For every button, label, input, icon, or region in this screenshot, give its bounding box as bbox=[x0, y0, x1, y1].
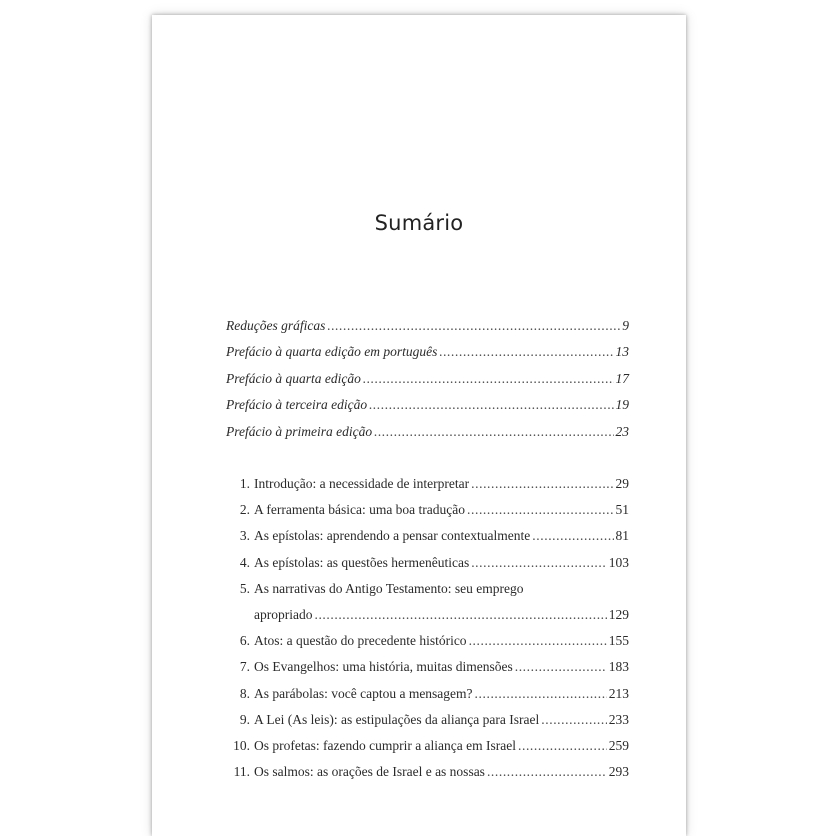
toc-entry-label: A ferramenta básica: uma boa tradução bbox=[254, 502, 466, 518]
dot-leader bbox=[469, 628, 607, 654]
toc-entry-label: Prefácio à primeira edição bbox=[226, 423, 373, 439]
toc-entry-chapter bbox=[226, 576, 629, 602]
dot-leader bbox=[314, 602, 606, 628]
toc-entry-page: 183 bbox=[608, 659, 629, 675]
toc-entry-chapter bbox=[226, 733, 629, 759]
toc-entry-front bbox=[226, 313, 629, 339]
toc-entry-label: A Lei (As leis): as estipulações da aliança para Israel bbox=[254, 711, 540, 727]
toc-entry-chapter bbox=[226, 523, 629, 549]
toc-entry-chapter-continued bbox=[226, 602, 629, 628]
toc-entry-label: Prefácio à terceira edição bbox=[226, 397, 368, 413]
dot-leader bbox=[363, 366, 614, 392]
toc-entry-label: Reduções gráficas bbox=[226, 318, 326, 333]
toc-entry-chapter bbox=[226, 654, 629, 680]
toc-entry-chapter bbox=[226, 550, 629, 576]
dot-leader bbox=[374, 419, 613, 445]
page-title: Sumário bbox=[374, 211, 464, 235]
toc-entry-page: 17 bbox=[615, 370, 629, 386]
toc-entry-page: 155 bbox=[608, 633, 629, 649]
toc-entry-page: 81 bbox=[615, 528, 629, 544]
dot-leader bbox=[471, 471, 613, 497]
toc-entry-label: Introdução: a necessidade de interpretar bbox=[254, 476, 470, 491]
dot-leader bbox=[487, 759, 607, 785]
chapter-number: 10. bbox=[233, 737, 250, 753]
toc-entry-page: 129 bbox=[608, 606, 629, 622]
chapter-number: 6. bbox=[239, 633, 250, 649]
chapter-number: 5. bbox=[239, 580, 250, 596]
toc-entry-page: 293 bbox=[608, 764, 629, 780]
chapter-number: 2. bbox=[239, 502, 250, 518]
dot-leader bbox=[541, 707, 606, 733]
book-page bbox=[152, 15, 686, 836]
toc-entry-page: 213 bbox=[608, 685, 629, 701]
toc-entry-label: As epístolas: as questões hermenêuticas bbox=[254, 554, 470, 570]
chapter-number: 1. bbox=[239, 476, 250, 491]
chapter-number: 8. bbox=[239, 685, 250, 701]
toc-entry-front bbox=[226, 392, 629, 418]
toc-entry-page: 103 bbox=[608, 554, 629, 570]
dot-leader bbox=[471, 550, 607, 576]
toc-entry-page: 9 bbox=[622, 318, 629, 333]
toc-entry-chapter bbox=[226, 759, 629, 785]
dot-leader bbox=[518, 733, 607, 759]
dot-leader bbox=[475, 681, 607, 707]
toc-entry-label: Os profetas: fazendo cumprir a aliança em Israel bbox=[254, 737, 516, 753]
dot-leader bbox=[327, 313, 620, 339]
dot-leader bbox=[439, 339, 613, 365]
toc-entry-page: 233 bbox=[608, 711, 629, 727]
toc-entry-front bbox=[226, 339, 629, 365]
toc-entry-page: 23 bbox=[615, 423, 629, 439]
toc-entry-chapter bbox=[226, 471, 629, 497]
chapter-number: 7. bbox=[239, 659, 250, 675]
toc-entry-chapter bbox=[226, 707, 629, 733]
toc-entry-label: As narrativas do Antigo Testamento: seu emprego bbox=[254, 580, 524, 596]
front-matter-list bbox=[226, 313, 629, 445]
chapter-number: 11. bbox=[233, 764, 250, 780]
chapter-number: 3. bbox=[239, 528, 250, 544]
toc-entry-chapter bbox=[226, 497, 629, 523]
chapter-number: 4. bbox=[239, 554, 250, 570]
toc-entry-label-continued: apropriado bbox=[254, 606, 313, 622]
chapter-list bbox=[226, 471, 629, 785]
dot-leader bbox=[515, 654, 607, 680]
toc-entry-label: Prefácio à quarta edição em português bbox=[226, 344, 438, 360]
toc-entry-label: Prefácio à quarta edição bbox=[226, 370, 361, 386]
toc-entry-label: As parábolas: você captou a mensagem? bbox=[254, 685, 473, 701]
toc-entry-page: 29 bbox=[615, 476, 629, 491]
toc-entry-page: 13 bbox=[615, 344, 629, 360]
toc-entry-front bbox=[226, 419, 629, 445]
toc-entry-page: 19 bbox=[615, 397, 629, 413]
toc-entry-page: 259 bbox=[608, 737, 629, 753]
toc-entry-page: 51 bbox=[615, 502, 629, 518]
toc-entry-chapter bbox=[226, 681, 629, 707]
dot-leader bbox=[369, 392, 613, 418]
toc-entry-chapter bbox=[226, 628, 629, 654]
dot-leader bbox=[532, 523, 613, 549]
toc-entry-label: Os salmos: as orações de Israel e as nossas bbox=[254, 764, 485, 780]
chapter-number: 9. bbox=[239, 711, 250, 727]
toc-entry-label: Os Evangelhos: uma história, muitas dimensões bbox=[254, 659, 513, 675]
toc-entry-label: As epístolas: aprendendo a pensar contextualmente bbox=[254, 528, 531, 544]
toc-entry-label: Atos: a questão do precedente histórico bbox=[254, 633, 467, 649]
toc-entry-front bbox=[226, 366, 629, 392]
dot-leader bbox=[467, 497, 613, 523]
